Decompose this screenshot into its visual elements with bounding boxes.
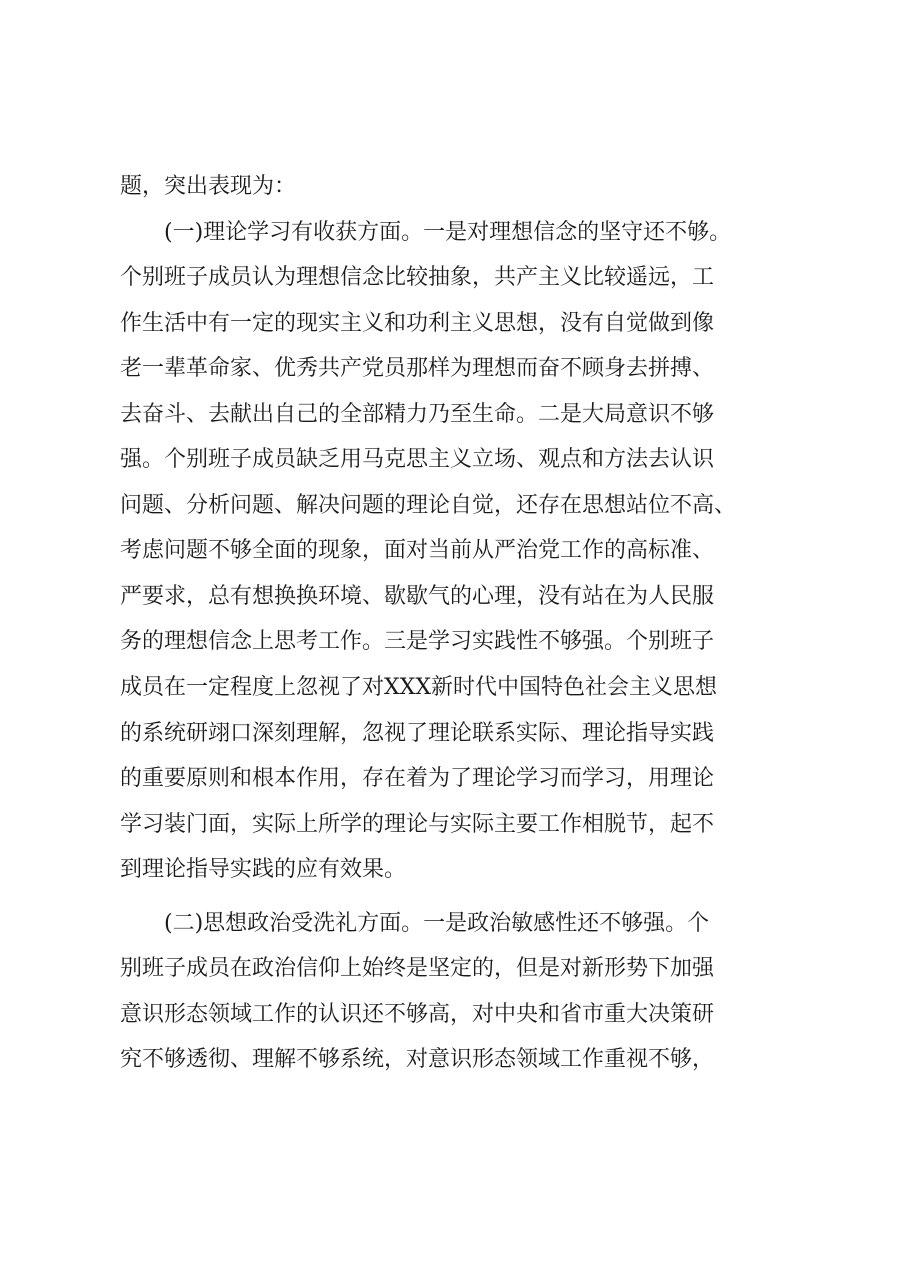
text-line: 学习装门面，实际上所学的理论与实际主要工作相脱节，起不: [120, 811, 715, 837]
text-line: 的系统研翊口深刻理解，忽视了理论联系实际、理论指导实践: [120, 720, 715, 746]
body-text: [120, 164, 820, 1083]
text-line: 务的理想信念上思考工作。三是学习实践性不够强。个别班子: [120, 629, 715, 655]
text-line: 到理论指导实践的应有效果。: [120, 857, 407, 883]
text-line: 成员在一定程度上忽视了对XXX新时代中国特色社会主义思想: [120, 675, 717, 701]
text-line: 的重要原则和根本作用，存在着为了理论学习而学习，用理论: [120, 766, 715, 792]
text-line: 问题、分析问题、解决问题的理论自觉，还存在思想站位不高、: [120, 492, 737, 518]
text-line: 考虑问题不够全面的现象，面对当前从严治党工作的高标准、: [120, 538, 715, 564]
text-line: 去奋斗、去献出自己的全部精力乃至生命。二是大局意识不够: [120, 401, 715, 427]
text-line: 意识形态领域工作的认识还不够高，对中央和省市重大决策研: [120, 1001, 715, 1027]
text-line: 强。个别班子成员缺乏用马克思主义立场、观点和方法去认识: [120, 447, 715, 473]
text-line: 严要求，总有想换换环境、歇歇气的心理，没有站在为人民服: [120, 583, 715, 609]
text-line: 作生活中有一定的现实主义和功利主义思想，没有自觉做到像: [120, 310, 715, 336]
paragraph-2-start: (二)思想政治受洗礼方面。一是政治敏感性还不够强。个: [120, 910, 710, 936]
paragraph-1-start: (一)理论学习有收获方面。一是对理想信念的坚守还不够。: [120, 219, 732, 245]
text-line: 题，突出表现为：: [120, 174, 297, 199]
text-line: 个别班子成员认为理想信念比较抽象，共产主义比较遥远，工: [120, 265, 715, 291]
text-line: 别班子成员在政治信仰上始终是坚定的，但是对新形势下加强: [120, 956, 715, 982]
text-line: 究不够透彻、理解不够系统，对意识形态领域工作重视不够，: [120, 1047, 715, 1073]
text-line: 老一辈革命家、优秀共产党员那样为理想而奋不顾身去拼搏、: [120, 356, 715, 382]
